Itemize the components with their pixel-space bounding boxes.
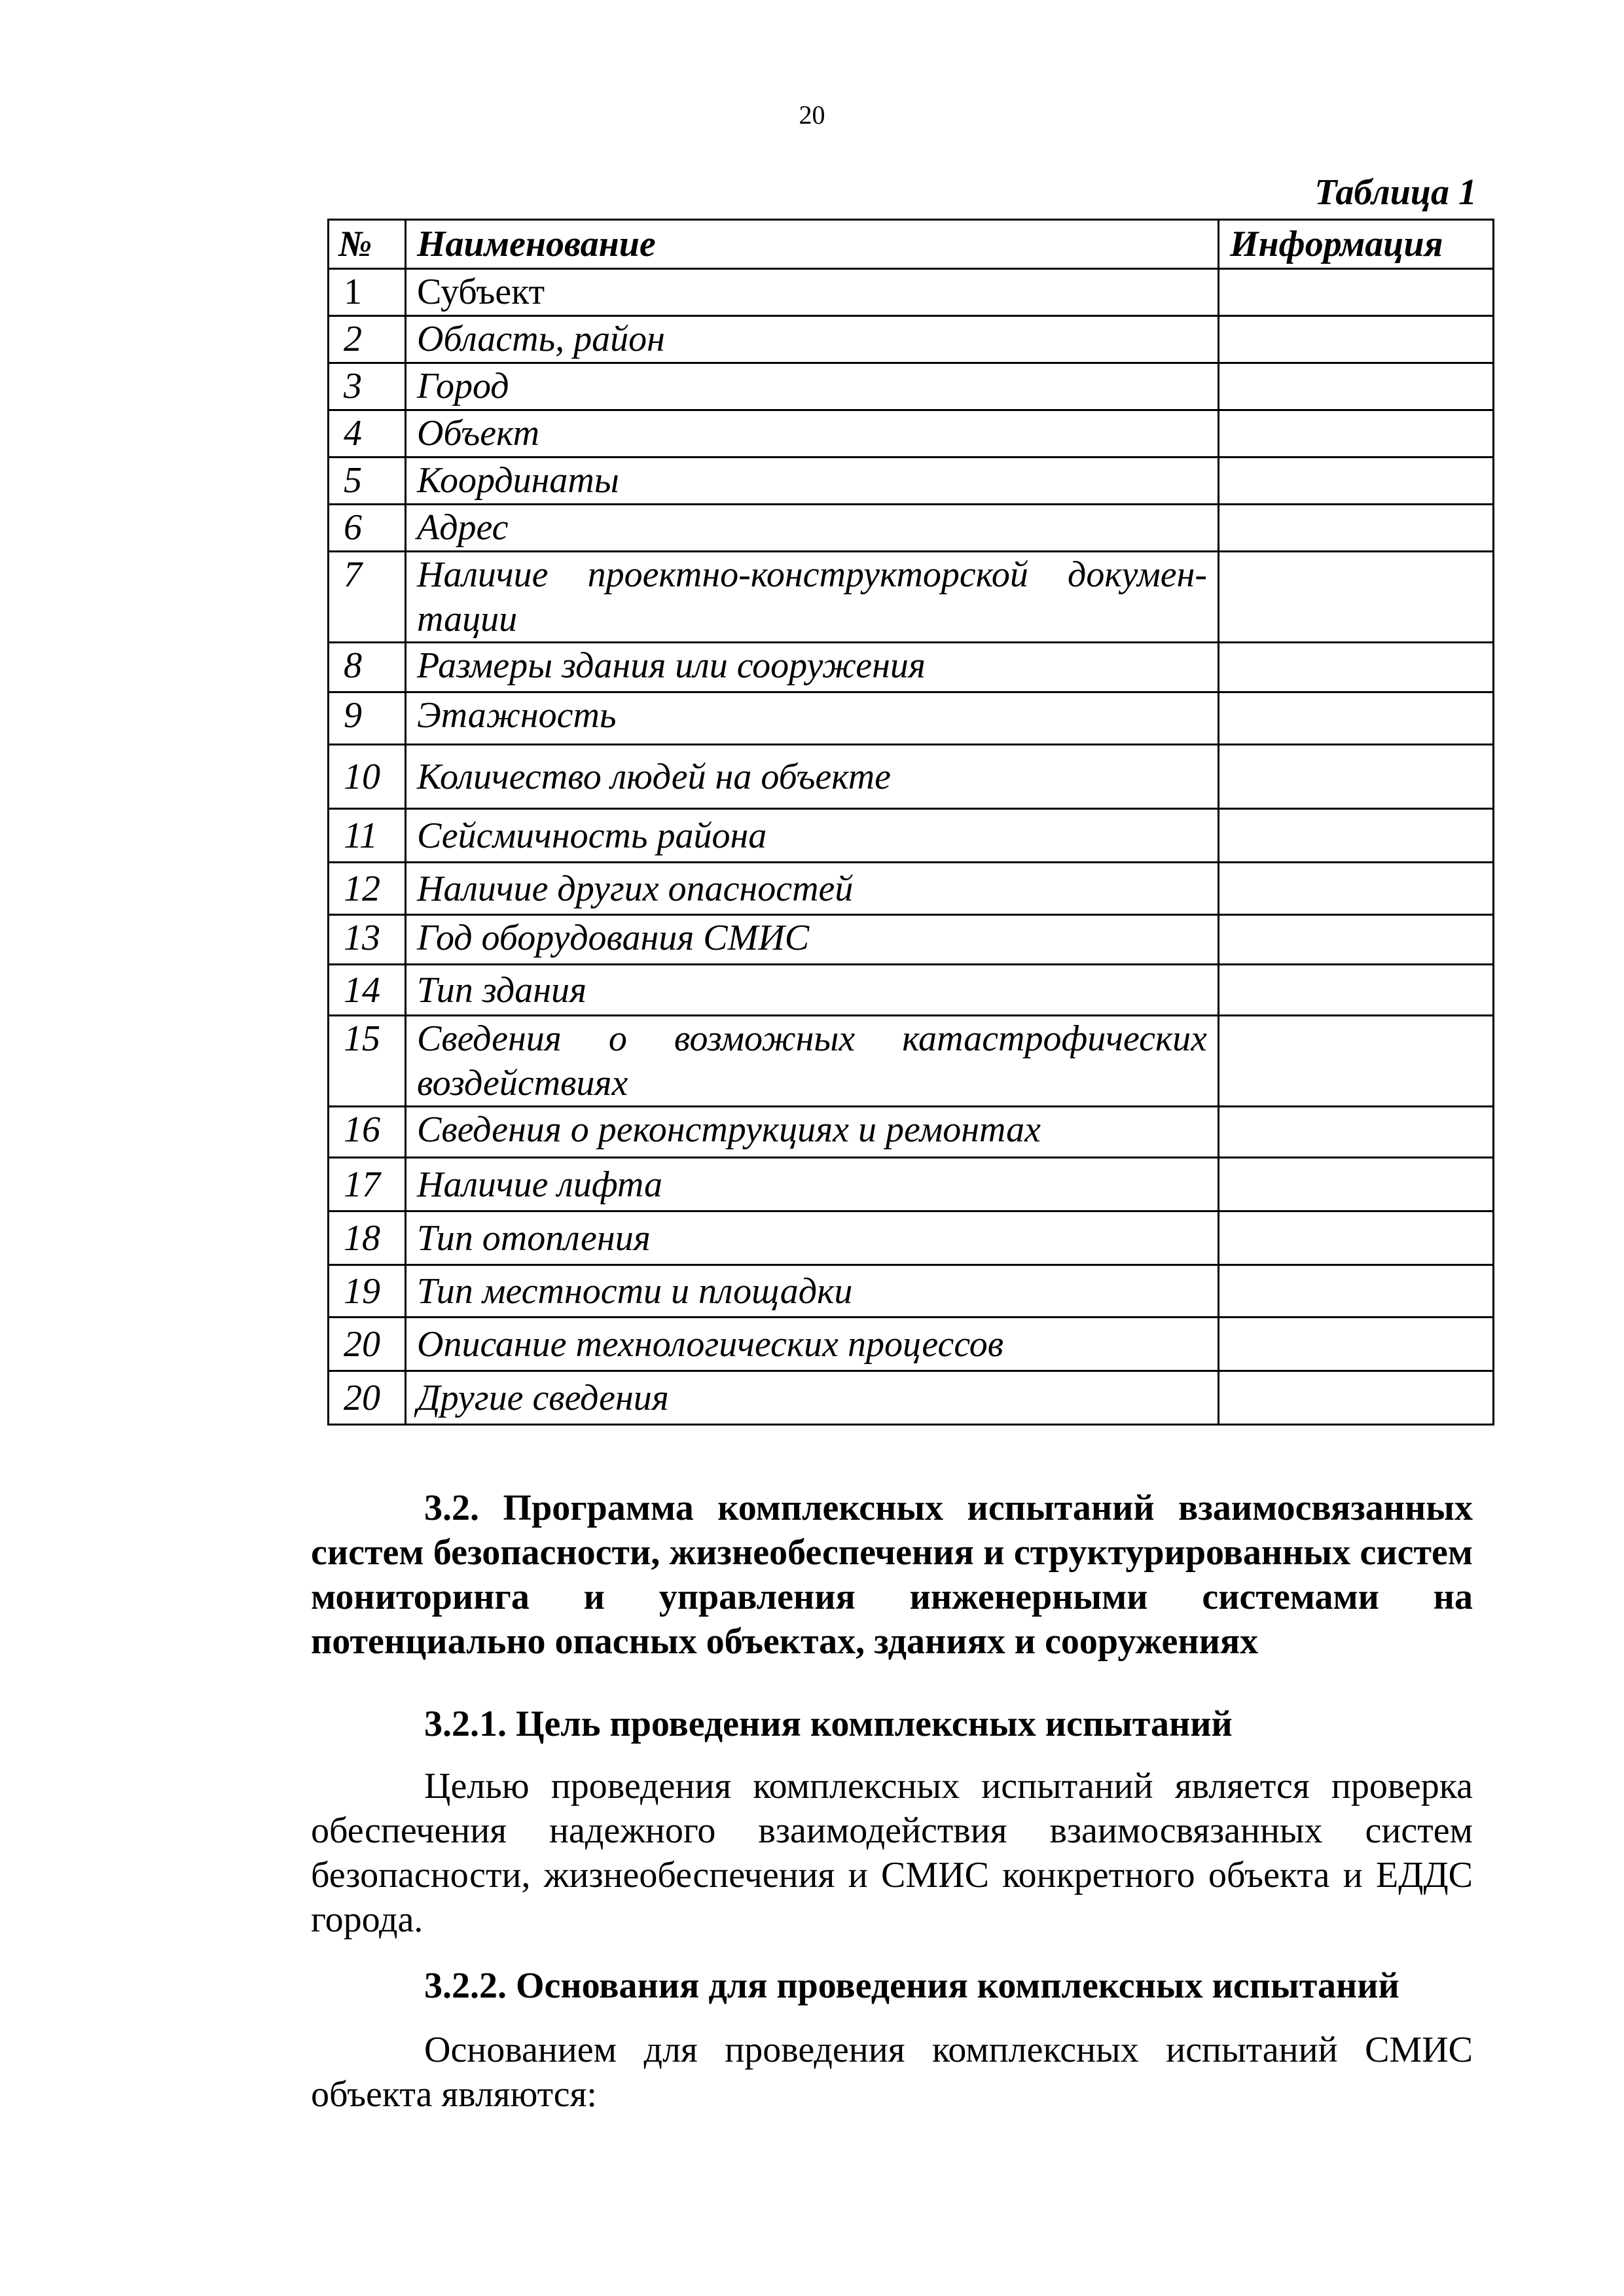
row-name: Описание технологических процессов bbox=[406, 1318, 1219, 1371]
row-info bbox=[1219, 1371, 1494, 1425]
row-num: 20 bbox=[329, 1371, 406, 1425]
row-num: 18 bbox=[329, 1211, 406, 1265]
table-row bbox=[329, 1211, 1494, 1265]
row-name: Наличие проектно-конструкторской документации bbox=[406, 552, 1219, 643]
row-num: 6 bbox=[329, 505, 406, 552]
row-num: 3 bbox=[329, 363, 406, 410]
row-info bbox=[1219, 643, 1494, 692]
row-name: Объект bbox=[406, 410, 1219, 457]
row-info bbox=[1219, 1318, 1494, 1371]
row-name: Тип здания bbox=[406, 965, 1219, 1016]
subsection-1-paragraph: Целью проведения комплексных испытаний является проверка обеспечения надежного взаимодействия взаимосвязанных систем безопасности, жизнеобеспечения и СМИС конкретного объекта и ЕДДС города. bbox=[311, 1766, 1473, 1940]
row-name: Другие сведения bbox=[406, 1371, 1219, 1425]
row-info bbox=[1219, 863, 1494, 915]
table-row bbox=[329, 505, 1494, 552]
row-num: 17 bbox=[329, 1158, 406, 1211]
row-name: Тип отопления bbox=[406, 1211, 1219, 1265]
row-info bbox=[1219, 1107, 1494, 1158]
table-row bbox=[329, 1318, 1494, 1371]
table-caption: Таблица 1 bbox=[1314, 172, 1477, 213]
row-info bbox=[1219, 692, 1494, 745]
row-num: 1 bbox=[329, 269, 406, 316]
table-row bbox=[329, 965, 1494, 1016]
page-number: 20 bbox=[799, 100, 825, 130]
row-info bbox=[1219, 965, 1494, 1016]
row-name: Этажность bbox=[406, 692, 1219, 745]
row-num: 14 bbox=[329, 965, 406, 1016]
table-row bbox=[329, 745, 1494, 809]
row-name: Сейсмичность района bbox=[406, 809, 1219, 863]
row-name: Год оборудования СМИС bbox=[406, 915, 1219, 965]
row-info bbox=[1219, 505, 1494, 552]
row-name: Сведения о реконструкциях и ремонтах bbox=[406, 1107, 1219, 1158]
table-row bbox=[329, 363, 1494, 410]
row-num: 16 bbox=[329, 1107, 406, 1158]
table-row bbox=[329, 269, 1494, 316]
row-name: Координаты bbox=[406, 457, 1219, 505]
row-num: 2 bbox=[329, 316, 406, 363]
row-info bbox=[1219, 363, 1494, 410]
table-row bbox=[329, 1107, 1494, 1158]
row-name: Адрес bbox=[406, 505, 1219, 552]
row-num: 11 bbox=[329, 809, 406, 863]
header-info: Информация bbox=[1219, 220, 1494, 269]
row-info bbox=[1219, 316, 1494, 363]
row-name: Субъект bbox=[406, 269, 1219, 316]
row-info bbox=[1219, 1158, 1494, 1211]
row-num: 5 bbox=[329, 457, 406, 505]
row-num: 13 bbox=[329, 915, 406, 965]
table-row bbox=[329, 316, 1494, 363]
row-num: 19 bbox=[329, 1265, 406, 1318]
row-num: 7 bbox=[329, 552, 406, 643]
table-row bbox=[329, 1158, 1494, 1211]
table-row bbox=[329, 1016, 1494, 1107]
table-row bbox=[329, 552, 1494, 643]
row-num: 10 bbox=[329, 745, 406, 809]
header-num: № bbox=[329, 220, 406, 269]
header-name: Наименование bbox=[406, 220, 1219, 269]
table-row bbox=[329, 863, 1494, 915]
table-row bbox=[329, 643, 1494, 692]
row-name: Тип местности и площадки bbox=[406, 1265, 1219, 1318]
row-num: 4 bbox=[329, 410, 406, 457]
row-info bbox=[1219, 1211, 1494, 1265]
row-name: Размеры здания или сооружения bbox=[406, 643, 1219, 692]
row-name: Наличие других опасностей bbox=[406, 863, 1219, 915]
row-num: 15 bbox=[329, 1016, 406, 1107]
row-name: Город bbox=[406, 363, 1219, 410]
row-name: Область, район bbox=[406, 316, 1219, 363]
table-row bbox=[329, 809, 1494, 863]
table-header-row bbox=[329, 220, 1494, 269]
section-heading: 3.2. Программа комплексных испытаний взаимосвязанных систем безопасности, жизнеобеспечения и структурированных систем мониторинга и управления инженерными системами на потенциально опасных объектах, зданиях и сооружениях bbox=[311, 1488, 1473, 1662]
subsection-2-heading: 3.2.2. Основания для проведения комплексных испытаний bbox=[424, 1965, 1399, 2006]
row-name: Наличие лифта bbox=[406, 1158, 1219, 1211]
row-num: 20 bbox=[329, 1318, 406, 1371]
row-info bbox=[1219, 552, 1494, 643]
table-row bbox=[329, 692, 1494, 745]
row-info bbox=[1219, 809, 1494, 863]
subsection-2-paragraph: Основанием для проведения комплексных испытаний СМИС объекта являются: bbox=[311, 2030, 1473, 2115]
table-row bbox=[329, 457, 1494, 505]
row-name: Количество людей на объекте bbox=[406, 745, 1219, 809]
info-table bbox=[327, 219, 1494, 1426]
row-info bbox=[1219, 745, 1494, 809]
row-info bbox=[1219, 1016, 1494, 1107]
table-row bbox=[329, 1371, 1494, 1425]
table-row bbox=[329, 410, 1494, 457]
row-info bbox=[1219, 457, 1494, 505]
table-row bbox=[329, 915, 1494, 965]
row-info bbox=[1219, 915, 1494, 965]
subsection-1-heading: 3.2.1. Цель проведения комплексных испытаний bbox=[424, 1704, 1233, 1744]
row-num: 9 bbox=[329, 692, 406, 745]
row-num: 12 bbox=[329, 863, 406, 915]
row-info bbox=[1219, 410, 1494, 457]
row-name: Сведения о возможных катастрофических воздействиях bbox=[406, 1016, 1219, 1107]
row-info bbox=[1219, 1265, 1494, 1318]
row-num: 8 bbox=[329, 643, 406, 692]
row-info bbox=[1219, 269, 1494, 316]
table-row bbox=[329, 1265, 1494, 1318]
